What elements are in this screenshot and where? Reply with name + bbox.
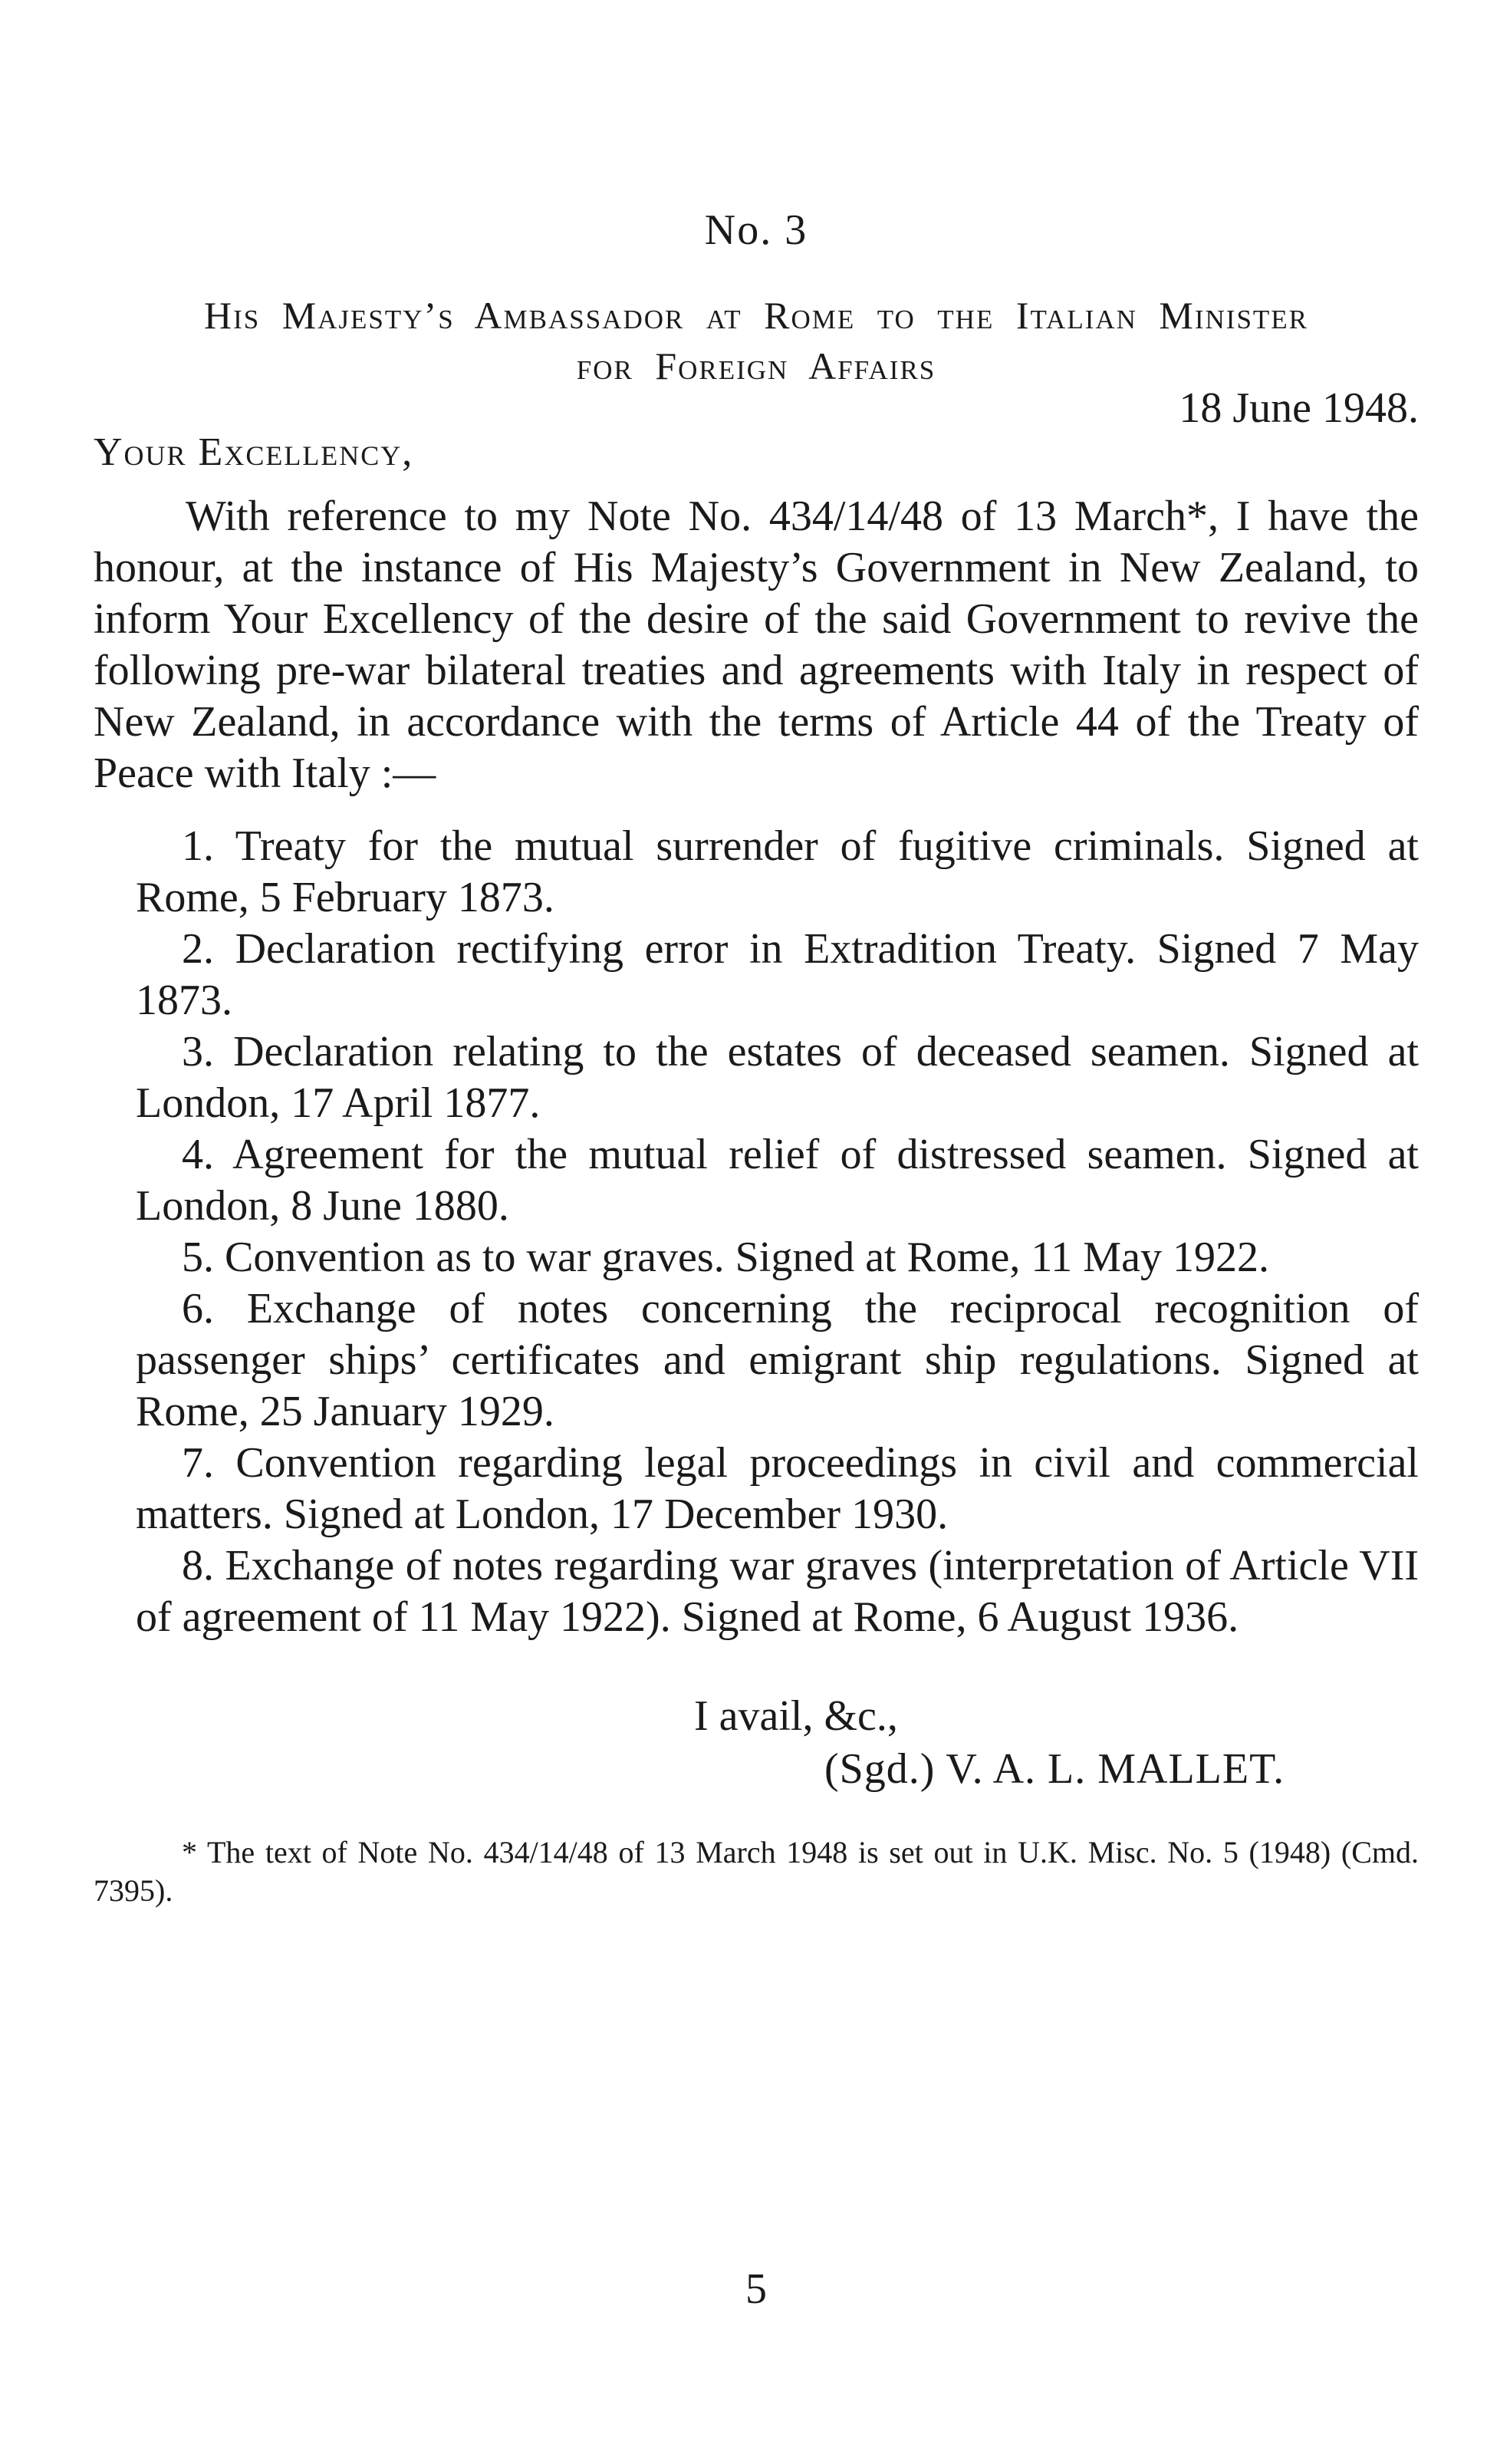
body-paragraph: With reference to my Note No. 434/14/48 of 13 March*, I have the honour, at the instance of His Majesty’s Government in New Zealand, to inform Your Excellency of the desire of the said Government to revive the following pre-war bilateral treaties and agreements with Italy in respect of New Zealand, in accordance with the terms of Article 44 of the Treaty of Peace with Italy :— [94, 492, 1419, 797]
closing: I avail, &c., [694, 1692, 898, 1740]
treaty-item: 4. Agreement for the mutual relief of distressed seamen. Signed at London, 8 June 1880. [136, 1131, 1419, 1230]
signature: (Sgd.) V. A. L. MALLET. [824, 1745, 1285, 1793]
treaty-item: 8. Exchange of notes regarding war graves (interpretation of Article VII of agreement of 11 May 1922). Signed at Rome, 6 August 1936. [136, 1542, 1419, 1641]
treaty-item: 1. Treaty for the mutual surrender of fugitive criminals. Signed at Rome, 5 February 1873. [136, 822, 1419, 921]
page-number: 5 [745, 2265, 767, 2313]
document-number: No. 3 [704, 206, 808, 254]
document-date: 18 June 1948. [1179, 384, 1419, 432]
heading-line-2: for Foreign Affairs [576, 344, 936, 387]
treaty-item: 2. Declaration rectifying error in Extradition Treaty. Signed 7 May 1873. [136, 925, 1419, 1024]
treaty-item: 6. Exchange of notes concerning the reciprocal recognition of passenger ships’ certificates and emigrant ship regulations. Signed at Rome, 25 January 1929. [136, 1285, 1419, 1435]
treaty-item: 3. Declaration relating to the estates of deceased seamen. Signed at London, 17 April 1877. [136, 1028, 1419, 1127]
document-heading [94, 290, 1419, 391]
salutation: Your Excellency, [94, 430, 414, 474]
treaty-list [136, 821, 1419, 1643]
document-page [94, 0, 1419, 2464]
footnote: * The text of Note No. 434/14/48 of 13 March 1948 is set out in U.K. Misc. No. 5 (1948) (Cmd. 7395). [94, 1835, 1419, 1908]
treaty-item: 7. Convention regarding legal proceedings in civil and commercial matters. Signed at London, 17 December 1930. [136, 1439, 1419, 1538]
heading-line-1: His Majesty’s Ambassador at Rome to the Italian Minister [203, 294, 1309, 337]
treaty-item: 5. Convention as to war graves. Signed at Rome, 11 May 1922. [182, 1234, 1269, 1281]
